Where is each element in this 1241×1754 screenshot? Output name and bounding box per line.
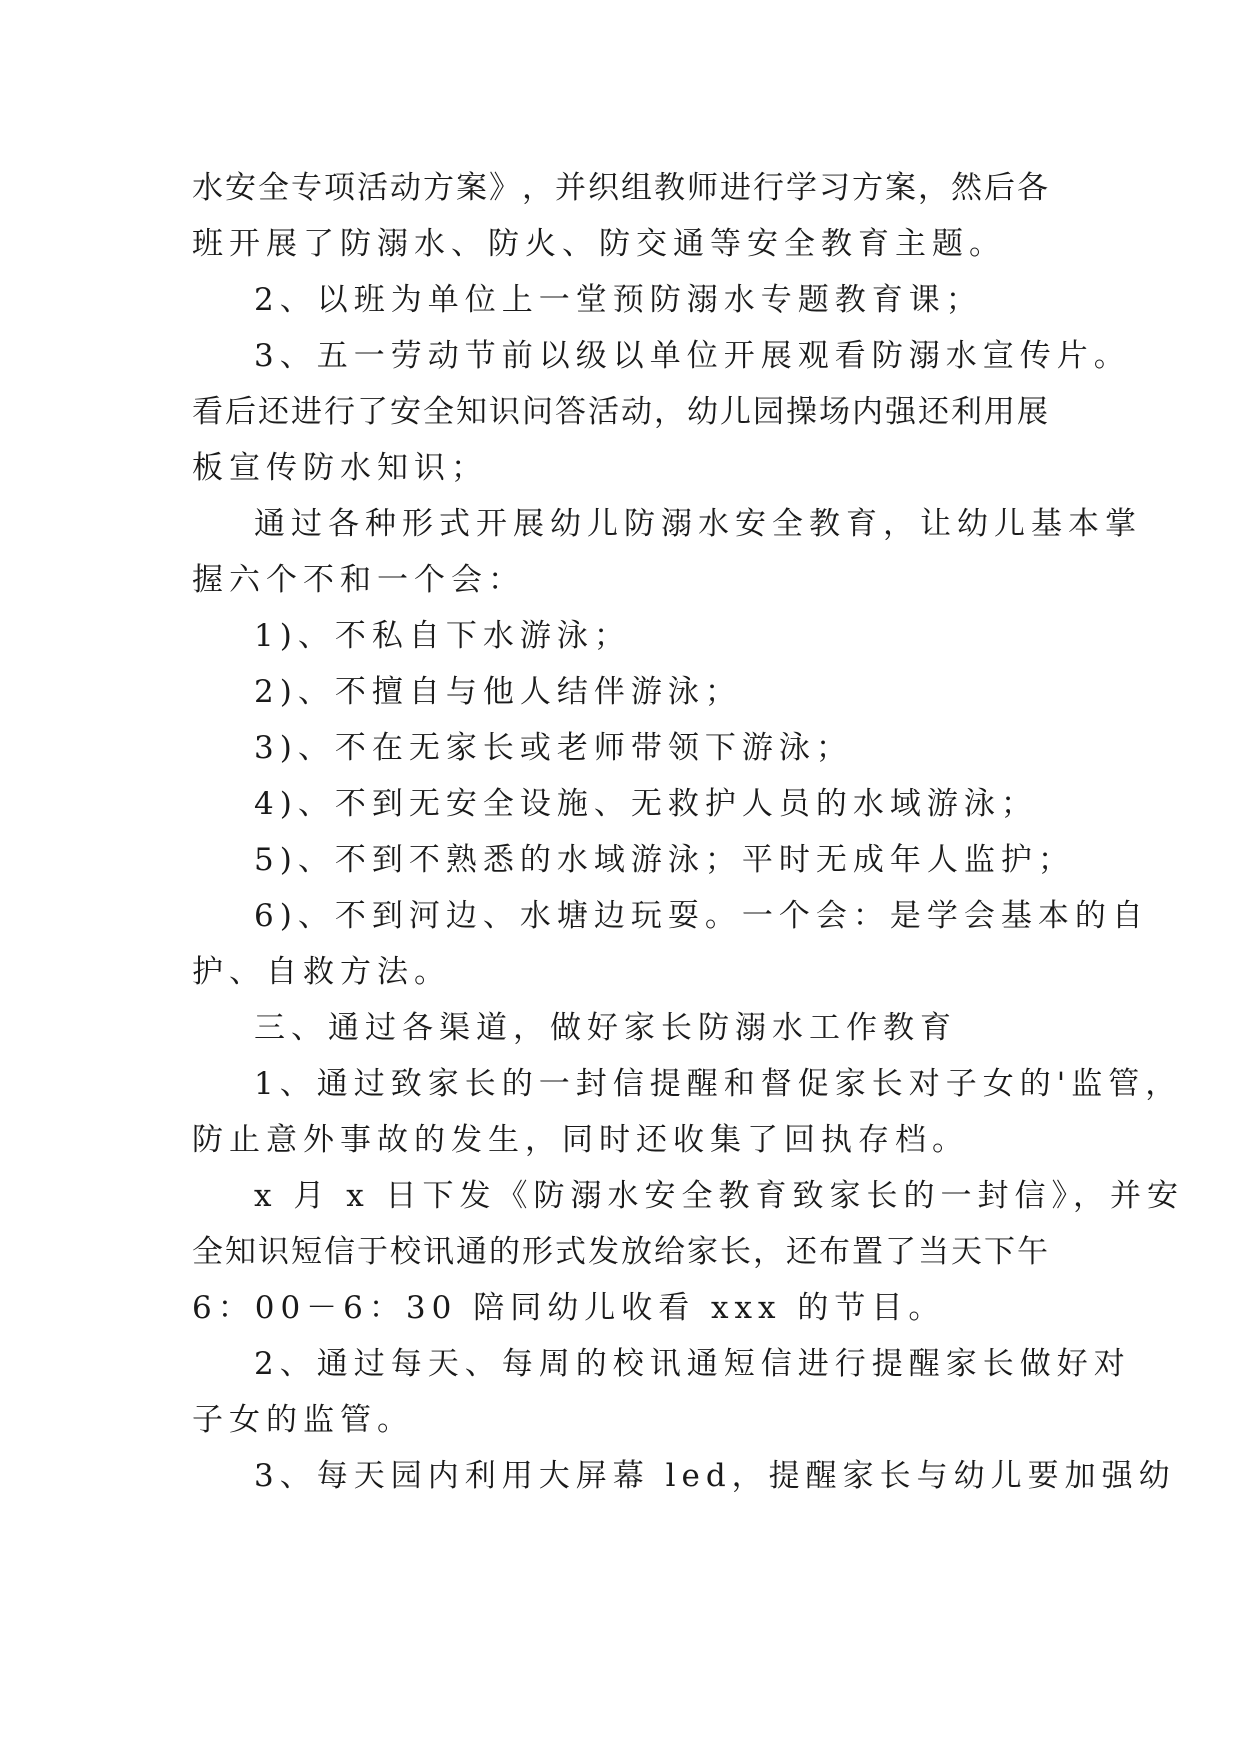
text-line: 4)、不到无安全设施、无救护人员的水域游泳； — [254, 786, 1038, 822]
text-line: 3)、不在无家长或老师带领下游泳； — [254, 730, 853, 766]
text-line: 5)、不到不熟悉的水域游泳；平时无成年人监护； — [254, 842, 1075, 878]
section-heading: 三、通过各渠道，做好家长防溺水工作教育 — [254, 1010, 957, 1046]
text-line: 6)、不到河边、水塘边玩耍。一个会：是学会基本的自 — [254, 898, 1149, 934]
text-line: 2、以班为单位上一堂预防溺水专题教育课； — [254, 282, 983, 318]
text-line: 2、通过每天、每周的校讯通短信进行提醒家长做好对 — [254, 1346, 1131, 1382]
text-line: 全 知 识 短 信 于 校 讯 通 的 形 式 发 放 给 家 长 ， 还 布 置 了 当 天 下 午 — [192, 1234, 1048, 1270]
text-line: x 月 x 日下发《防溺水安全教育致家长的一封信》，并安 — [254, 1178, 1185, 1214]
text-line: 1、通过致家长的一封信提醒和督促家长对子女的'监管， — [254, 1066, 1183, 1102]
text-line: 6：00－6：30 陪同幼儿收看 xxx 的节目。 — [192, 1290, 946, 1326]
text-line: 通过各种形式开展幼儿防溺水安全教育，让幼儿基本掌 — [254, 506, 1142, 542]
text-line: 握六个不和一个会： — [192, 562, 525, 598]
text-line: 防止意外事故的发生，同时还收集了回执存档。 — [192, 1122, 969, 1158]
text-line: 板宣传防水知识； — [192, 450, 488, 486]
text-line: 护、自救方法。 — [192, 954, 451, 990]
text-line: 2)、不擅自与他人结伴游泳； — [254, 674, 742, 710]
text-line: 班开展了防溺水、防火、防交通等安全教育主题。 — [192, 226, 1006, 262]
text-line: 水 安 全 专 项 活 动 方 案 》 ， 并 织 组 教 师 进 行 学 习 方 案 ， 然 后 各 — [192, 170, 1048, 206]
text-line: 3、五一劳动节前以级以单位开展观看防溺水宣传片。 — [254, 338, 1131, 374]
text-line: 1)、不私自下水游泳； — [254, 618, 631, 654]
text-line: 子女的监管。 — [192, 1402, 414, 1438]
text-line: 看 后 还 进 行 了 安 全 知 识 问 答 活 动 ， 幼 儿 园 操 场 内 强 还 利 用 展 — [192, 394, 1048, 430]
text-line: 3、每天园内利用大屏幕 led，提醒家长与幼儿要加强幼 — [254, 1458, 1176, 1494]
